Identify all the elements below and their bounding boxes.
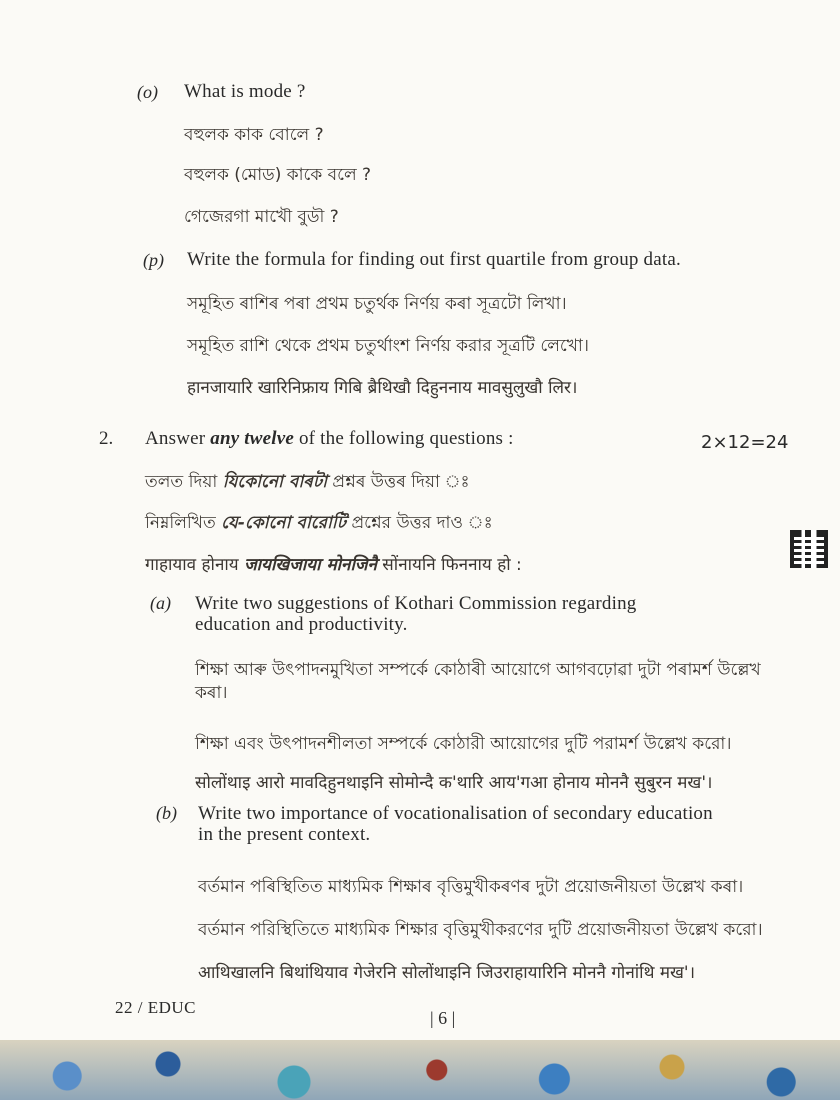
question-a-english-line1: Write two suggestions of Kothari Commission regarding (195, 593, 637, 614)
question-o-bodo: গেজেরগা মাখৌ বুডৗ ? (184, 207, 339, 227)
question-a-assamese-line2: কৰা। (195, 683, 228, 703)
question-p-assamese: সমূহিত ৰাশিৰ পৰা প্ৰথম চতুৰ্থক নিৰ্ণয় কৰা সূত্ৰটো লিখা। (187, 294, 567, 314)
qr-code-icon (790, 530, 828, 568)
question-b-english-line2: in the present context. (198, 824, 371, 845)
question-a-english-line2: education and productivity. (195, 614, 408, 635)
question-b-english-line1: Write two importance of vocationalisation of secondary education (198, 803, 713, 824)
question-2-instruction-bengali: নিম্নলিখিত যে-কোনো বারোটি প্রশ্নের উত্তর দাও ঃ (145, 513, 493, 533)
question-p-english: Write the formula for finding out first quartile from group data. (187, 249, 681, 270)
question-2-instruction-bodo: गाहायाव होनाय जायखिजाया मोनजिनै सोंनायनि फिननाय हो : (145, 555, 522, 575)
question-label-p: (p) (143, 250, 164, 270)
question-o-english: What is mode ? (184, 81, 306, 102)
question-2-instruction-english: Answer any twelve of the following questions : (145, 428, 514, 449)
page-number: | 6 | (430, 1008, 456, 1028)
question-a-bodo: सोलोंथाइ आरो मावदिहुनथाइनि सोमोन्दै क'थारि आय'गआ होनाय मोननै सुबुरन मख'। (195, 773, 713, 793)
question-p-bodo: हानजायारि खारिनिफ्राय गिबि ब्रैथिखौ दिहुननाय मावसुलुखौ लिर। (187, 378, 578, 398)
question-number-2: 2. (99, 428, 114, 449)
question-b-bengali: বর্তমান পরিস্থিতিতে মাধ্যমিক শিক্ষার বৃত্তিমুখীকরণের দুটি প্রয়োজনীয়তা উল্লেখ করো। (198, 920, 763, 940)
question-label-a: (a) (150, 593, 171, 613)
background-fabric (0, 1040, 840, 1100)
question-b-assamese: বৰ্তমান পৰিস্থিতিত মাধ্যমিক শিক্ষাৰ বৃত্তিমুখীকৰণৰ দুটা প্ৰয়োজনীয়তা উল্লেখ কৰা। (198, 877, 744, 897)
question-b-bodo: आथिखालनि बिथांथियाव गेजेरनि सोलोंथाइनि जिउराहायारिनि मोननै गोनांथि मख'। (198, 963, 696, 983)
question-2-instruction-assamese: তলত দিয়া যিকোনো বাৰটা প্ৰশ্নৰ উত্তৰ দিয়া ঃ (145, 472, 470, 492)
question-label-o: (o) (137, 82, 158, 102)
question-o-assamese: বহুলক কাক বোলে ? (184, 125, 324, 145)
marks-allocation: 2×12=24 (701, 432, 789, 453)
question-o-bengali: বহুলক (মোড) কাকে বলে ? (184, 165, 372, 185)
question-p-bengali: সমূহিত রাশি থেকে প্রথম চতুর্থাংশ নির্ণয় করার সূত্রটি লেখো। (187, 336, 589, 356)
question-label-b: (b) (156, 803, 177, 823)
question-a-bengali: শিক্ষা এবং উৎপাদনশীলতা সম্পর্কে কোঠারী আয়োগের দুটি পরামর্শ উল্লেখ করো। (195, 734, 732, 754)
paper-code: 22 / EDUC (115, 998, 196, 1017)
question-a-assamese-line1: শিক্ষা আৰু উৎপাদনমুখিতা সম্পৰ্কে কোঠাৰী আয়োগে আগবঢ়োৱা দুটা পৰামৰ্শ উল্লেখ (195, 660, 761, 680)
